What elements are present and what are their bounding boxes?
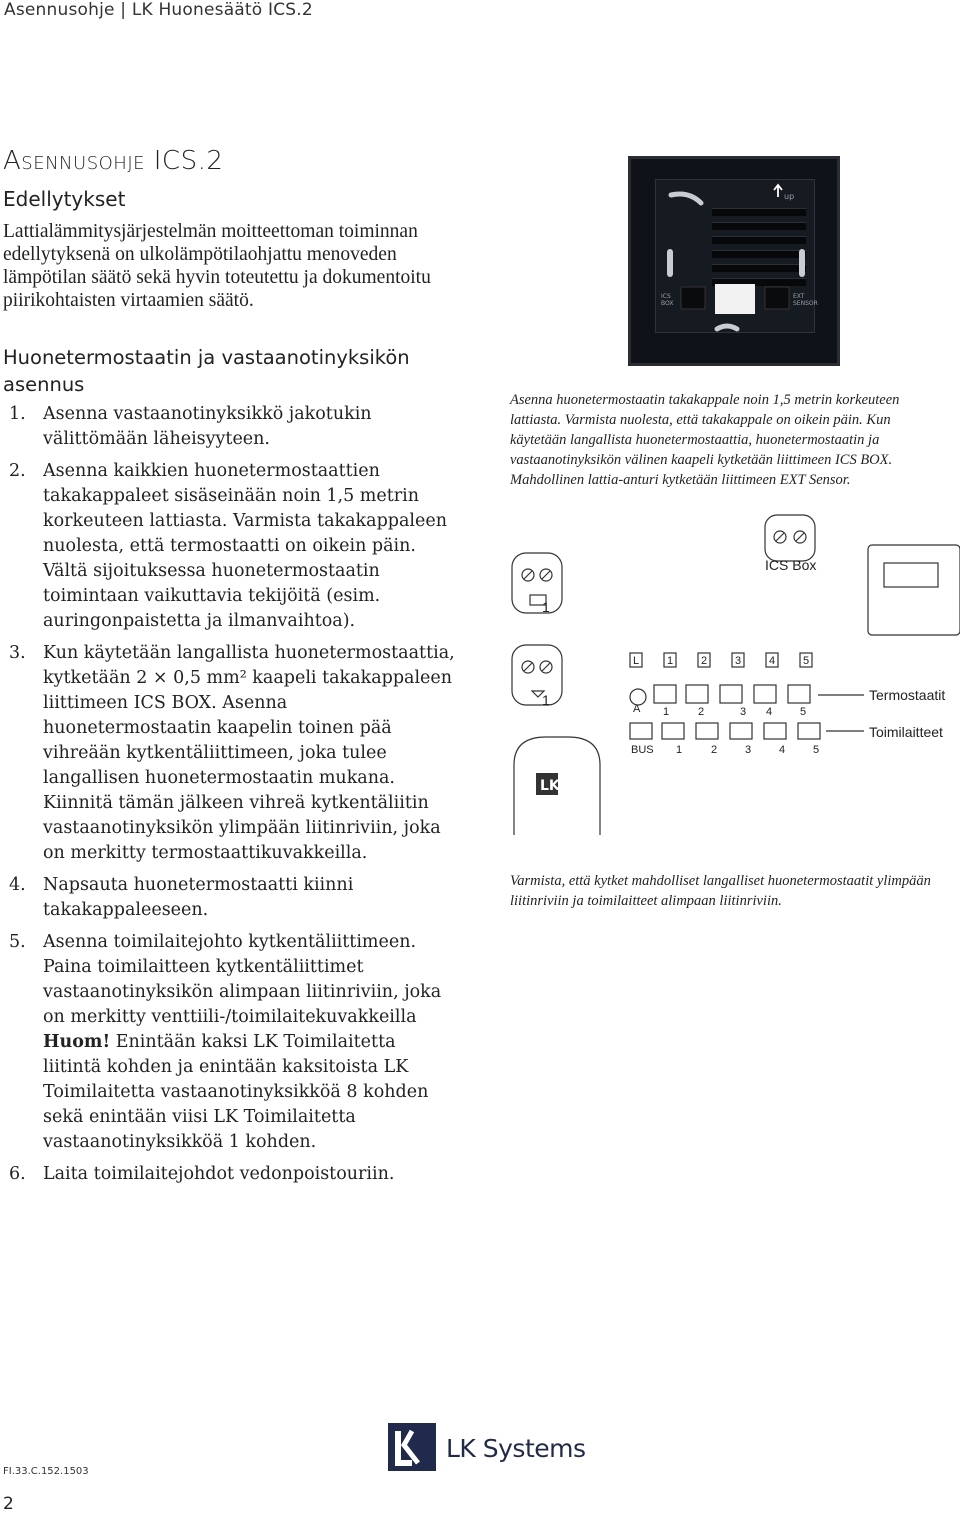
top-num: 4 bbox=[769, 655, 776, 667]
ext-sensor-connector bbox=[765, 287, 789, 309]
ics-box-label: ICS Box bbox=[765, 557, 817, 573]
mid-num: 5 bbox=[800, 706, 807, 718]
top-num: 1 bbox=[667, 655, 674, 667]
bottom-num: 4 bbox=[779, 744, 786, 756]
terminal-block bbox=[798, 723, 820, 739]
step-number: 5. bbox=[9, 932, 26, 952]
ics-box-connector bbox=[681, 287, 705, 309]
step-item bbox=[0, 459, 455, 634]
A-label: A bbox=[633, 703, 641, 715]
terminal-block bbox=[686, 685, 708, 703]
center-window bbox=[715, 284, 755, 314]
top-num: 3 bbox=[735, 655, 742, 667]
install-heading: Huonetermostaatin ja vastaanotinyksikön asennus bbox=[3, 346, 410, 396]
caption-backplate: Asenna huonetermostaatin takakappale noin 1,5 metrin korkeuteen lattiasta. Varmista nuolesta, että takakappale on oikein päin. Kun käytetään langallista huonetermostaattia, huonetermostaatin ja vastaanotinyksikön välinen kaapeli kytketään liittimeen ICS BOX. Mahdollinen lattia-anturi kytketään liittimeen EXT Sensor. bbox=[510, 392, 900, 488]
step-text: Napsauta huonetermostaatti kiinni takakappaleeseen. bbox=[43, 875, 354, 920]
step-text: Asenna kaikkien huonetermostaattien takakappaleet sisäseinään noin 1,5 metrin korkeuteen lattiasta. Varmista takakappaleen nuolesta, että termostaatti on oikein päin. Vältä sijoituksessa huonetermostaatin toimintaan vaikuttavia tekijöitä (esim. auringonpaistetta ja ilmanvaihtoa). bbox=[43, 461, 448, 631]
step-text: Laita toimilaitejohdot vedonpoistouriin. bbox=[43, 1164, 395, 1184]
bottom-num: 5 bbox=[813, 744, 820, 756]
terminal-block bbox=[696, 723, 718, 739]
caption-wiring: Varmista, että kytket mahdolliset langalliset huonetermostaatit ylimpään liitinriviin ja toimilaitteet alimpaan liitinriviin. bbox=[510, 873, 931, 909]
thermostats-label: Termostaatit bbox=[869, 687, 946, 703]
step-text: Kun käytetään langallista huonetermostaattia, kytketään 2 × 0,5 mm² kaapeli takakappaleen liittimeen ICS BOX. Asenna huonetermostaatin kaapelin toinen pää vihreään kytkentäliittimeen, joka tulee langallisen huonetermostaatin mukana. Kiinnitä tämän jälkeen vihreä kytkentäliitin vastaanotinyksikön ylimpään liitinriviin, joka on merkitty termostaattikuvakkeilla. bbox=[43, 643, 455, 863]
step-number: 3. bbox=[9, 643, 26, 663]
step-number: 2. bbox=[9, 461, 26, 481]
mount-slot bbox=[667, 249, 673, 277]
terminal-block bbox=[720, 685, 742, 703]
thermostat-unit bbox=[868, 545, 960, 635]
step-text: Asenna vastaanotinyksikkö jakotukin välittömään läheisyyteen. bbox=[43, 404, 372, 449]
thermostat-backplate-image bbox=[628, 156, 840, 366]
mid-num: 3 bbox=[740, 706, 747, 718]
bottom-num: 1 bbox=[676, 744, 683, 756]
wiring-diagram bbox=[500, 505, 960, 835]
terminal-block bbox=[764, 723, 786, 739]
top-num: 5 bbox=[803, 655, 810, 667]
up-label: up bbox=[784, 192, 795, 201]
step-text: Enintään kaksi LK Toimilaitetta liitintä kohden ja enintään kaksitoista LK Toimilaitetta vastaanotinyksikköä 8 kohden sekä enintään viisi LK Toimilaitetta vastaanotinyksikköä 1 kohden. bbox=[43, 1032, 429, 1152]
actuators-label: Toimilaitteet bbox=[869, 724, 943, 740]
bus-label: BUS bbox=[631, 744, 654, 756]
ics-box-connector bbox=[765, 515, 815, 561]
note-label: Huom! bbox=[43, 1032, 111, 1052]
step-number: 1. bbox=[9, 404, 26, 424]
document-code: FI.33.C.152.1503 bbox=[3, 1466, 89, 1477]
prereq-paragraph: Lattialämmitysjärjestelmän moitteettoman toiminnan edellytyksenä on ulkolämpötilaohjattu menoveden lämpötilan säätö sekä hyvin toteutettu ja dokumentoitu piirikohtaisten virtaamien säätö. bbox=[3, 221, 431, 311]
running-header: Asennusohje | LK Huonesäätö ICS.2 bbox=[4, 0, 313, 20]
connector-2-label: 1 bbox=[542, 692, 550, 708]
svg-text:LK: LK bbox=[540, 778, 560, 794]
step-item bbox=[0, 930, 455, 1155]
mount-slot bbox=[799, 249, 805, 277]
mid-num: 1 bbox=[663, 706, 670, 718]
top-num: 2 bbox=[701, 655, 708, 667]
terminal-block bbox=[662, 723, 684, 739]
mount-hole bbox=[671, 194, 701, 203]
box-label: BOX bbox=[661, 300, 674, 307]
prereq-heading: Edellytykset bbox=[3, 187, 126, 211]
lk-systems-logo-icon bbox=[388, 1423, 438, 1473]
terminal-block bbox=[788, 685, 810, 703]
page-title: Asennusohje ICS.2 bbox=[3, 146, 224, 176]
brand-name: LK Systems bbox=[446, 1434, 586, 1463]
step-number: 6. bbox=[9, 1164, 26, 1184]
step-item bbox=[0, 641, 455, 866]
up-arrow-icon bbox=[774, 185, 782, 197]
page-number: 2 bbox=[3, 1494, 14, 1514]
step-number: 4. bbox=[9, 875, 26, 895]
mount-hole bbox=[717, 326, 737, 329]
install-steps-list bbox=[0, 402, 455, 1187]
terminal-block bbox=[754, 685, 776, 703]
backplate-details bbox=[631, 159, 837, 363]
step-item bbox=[0, 873, 455, 923]
bottom-num: 2 bbox=[711, 744, 718, 756]
bottom-num: 3 bbox=[745, 744, 752, 756]
connector-thermostat bbox=[512, 553, 562, 613]
thermostat-display bbox=[884, 563, 938, 587]
terminal-block bbox=[730, 723, 752, 739]
sensor-label: SENSOR bbox=[793, 300, 818, 307]
mid-num: 4 bbox=[766, 706, 773, 718]
bus-block bbox=[630, 723, 652, 739]
step-item bbox=[0, 1162, 455, 1187]
connector-1-label: 1 bbox=[542, 599, 550, 615]
terminal-block bbox=[654, 685, 676, 703]
step-text: Asenna toimilaitejohto kytkentäliittimeen. Paina toimilaitteen kytkentäliittimet vastaanotinyksikön alimpaan liitinriviin, joka on merkitty venttiili-/toimilaitekuvakkeilla bbox=[43, 932, 442, 1027]
step-item bbox=[0, 402, 455, 452]
ics-label: ICS bbox=[661, 293, 671, 300]
ext-label: EXT bbox=[793, 293, 805, 300]
mid-num: 2 bbox=[698, 706, 705, 718]
L-label: L bbox=[633, 655, 640, 667]
